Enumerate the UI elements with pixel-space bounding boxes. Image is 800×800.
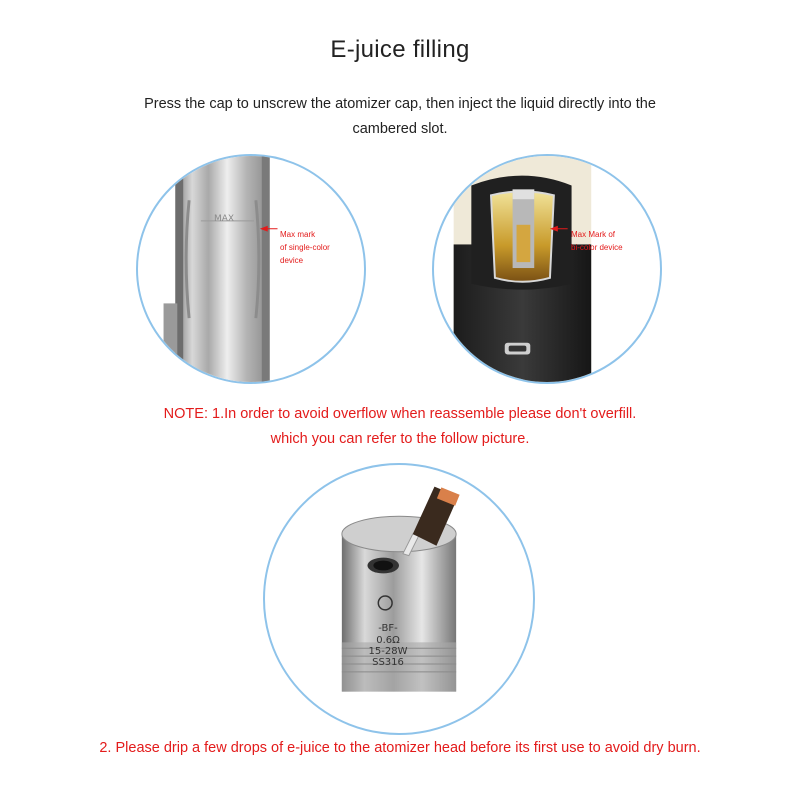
- bi-color-device-illustration: [434, 156, 660, 382]
- atomizer-head-illustration: [265, 465, 533, 733]
- intro-text: Press the cap to unscrew the atomizer cap, then inject the liquid directly into the cambered slot.: [144, 96, 656, 137]
- coil-type-label: -BF-: [378, 623, 398, 634]
- coil-material-label: SS316: [372, 657, 404, 668]
- note-overflow: [0, 402, 800, 452]
- coil-wattage-label: 15-28W: [368, 646, 408, 657]
- atomizer-tank-illustration: [138, 156, 364, 382]
- max-mark-label: MAX: [214, 214, 235, 224]
- note-line-1: NOTE: 1.In order to avoid overflow when reassemble please don't overfill.: [163, 406, 637, 422]
- annotation-line: of single-color: [280, 243, 330, 252]
- annotation-line: Max Mark of: [571, 230, 616, 239]
- atomizer-head-image: [263, 463, 535, 735]
- single-color-annotation: [280, 228, 330, 267]
- bi-color-annotation: [571, 228, 623, 254]
- note-dry-burn: 2. Please drip a few drops of e-juice to the atomizer head before its first use to avoid dry burn.: [99, 740, 701, 756]
- annotation-line: bi-color device: [571, 243, 623, 252]
- bi-color-device-image: [432, 154, 662, 384]
- annotation-line: Max mark: [280, 230, 316, 239]
- annotation-line: device: [280, 256, 304, 265]
- single-color-device-image: [136, 154, 366, 384]
- coil-resistance-label: 0.6Ω: [376, 635, 400, 646]
- page-title: E-juice filling: [330, 36, 470, 63]
- note-line-2: which you can refer to the follow picture.: [270, 431, 530, 447]
